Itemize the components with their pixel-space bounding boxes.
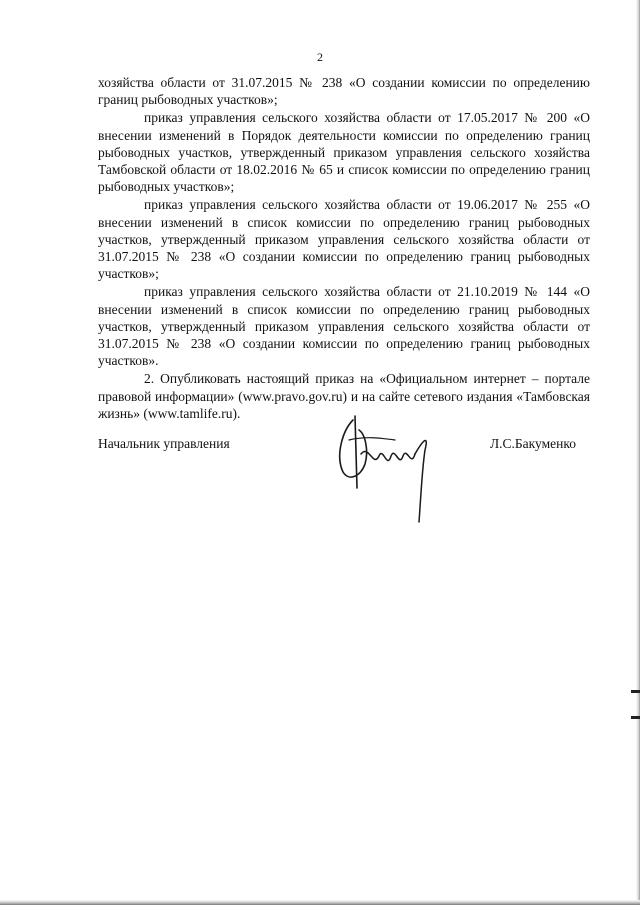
scan-edge-bottom (0, 900, 640, 905)
paragraph-continuation: хозяйства области от 31.07.2015 № 238 «О создании комиссии по определению границ рыбоводных участков»; (98, 75, 590, 108)
signatory-name: Л.С.Бакуменко (490, 436, 576, 451)
paragraph-publish-order: 2. Опубликовать настоящий приказ на «Официальном интернет – портале правовой информации» (www.pravo.gov.ru) и на сайте сетевого издания «Тамбовская жизнь» (www.tamlife.ru). (98, 371, 590, 421)
signatory-title: Начальник управления (98, 436, 230, 451)
paragraph-order-2019-144: приказ управления сельского хозяйства области от 21.10.2019 № 144 «О внесении изменений в список комиссии по определению границ рыбоводных участков, утвержденный приказом управления сельского хозяйства области от 31.07.2015 № 238 «О создании комиссии по определению границ рыбоводных участков». (98, 284, 590, 369)
scan-mark (631, 690, 640, 693)
paragraph-order-2017-200: приказ управления сельского хозяйства области от 17.05.2017 № 200 «О внесении изменений в Порядок деятельности комиссии по определению границ рыбоводных участков, утвержденный приказом управления сельского хозяйства Тамбовской области от 18.02.2016 № 65 и список комиссии по определению границ рыбоводных участков»; (98, 110, 590, 195)
paragraph-order-2017-255: приказ управления сельского хозяйства области от 19.06.2017 № 255 «О внесении изменений в список комиссии по определению границ рыбоводных участков, утвержденный приказом управления сельского хозяйства области от 31.07.2015 № 238 «О создании комиссии по определению границ рыбоводных участков»; (98, 197, 590, 282)
handwritten-signature (325, 410, 445, 525)
document-body (98, 74, 590, 423)
scan-edge-right (636, 0, 640, 905)
scan-mark (631, 716, 640, 719)
page-number: 2 (317, 50, 323, 64)
